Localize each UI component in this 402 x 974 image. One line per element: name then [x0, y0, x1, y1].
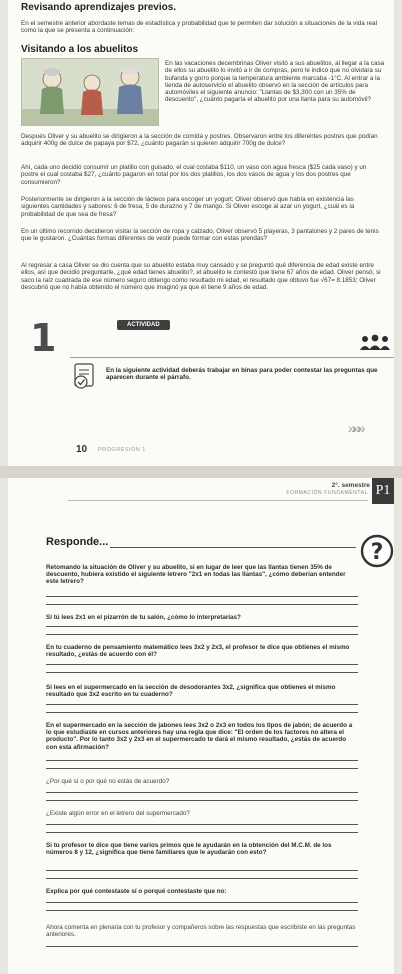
question-4: Si lees en el supermercado en la sección de desodorantes 3x2, ¿significa que obtienes el mismo resultado que 3x2 escrito en tu cuaderno?	[46, 684, 336, 699]
question-3: En tu cuaderno de pensamiento matemático lees 3x2 y 2x3, el profesor te dice que obtienes el mismo resultado, ¿estás de acuerdo con él?	[46, 644, 350, 659]
answer-line[interactable]	[46, 910, 358, 911]
activity-instructions: En la siguiente actividad deberás trabajar en binas para poder contestar las preguntas que aparecen durante el párrafo.	[106, 367, 378, 382]
section-heading: Revisando aprendizajes previos.	[21, 2, 177, 13]
story-paragraph-1: En las vacaciones decembrinas Oliver visitó a sus abuelitos, al llegar a la casa de ellos su abuelito lo invitó a ir de compras, pero le indicó que no olvidara su bufanda y gorro porque la temperatura ambiente marcaba -1°C. Al entrar a la tienda de autoservicio el abuelito observó en la sección de artículos para automóviles el siguiente anuncio: "Llantas de $3,300 con un 35% de descuento", ¿cuánto pagaría el abuelito por una llanta para su automóvil?	[165, 60, 385, 104]
page-gap	[0, 466, 402, 478]
formation-label: FORMACIÓN FUNDAMENTAL	[286, 490, 368, 496]
answer-line[interactable]	[46, 832, 358, 833]
question-mark-icon	[360, 534, 394, 568]
question-1: Retomando la situación de Oliver y su abuelito, si en lugar de leer que las llantas tienen 35% de descuento, hubiera existido el siguiente letrero "2x1 en todas las llantas", ¿cómo deberían entender este letrero?	[46, 564, 346, 586]
answer-line[interactable]	[46, 902, 358, 903]
question-7: ¿Existe algún error en el letrero del supermercado?	[46, 810, 190, 817]
answer-line[interactable]	[46, 626, 358, 627]
grandparents-illustration-art	[22, 59, 159, 126]
answer-line[interactable]	[46, 768, 358, 769]
grandparents-illustration	[21, 58, 159, 126]
answer-line[interactable]	[46, 704, 358, 705]
answer-line[interactable]	[46, 596, 358, 597]
question-6: ¿Por qué sí o por qué no estás de acuerdo?	[46, 778, 170, 785]
intro-paragraph: En el semestre anterior abordaste temas de estadística y probabilidad que te permiten dar solución a situaciones de la vida real como la que se presenta a continuación:	[21, 20, 377, 35]
answer-line[interactable]	[46, 634, 358, 635]
story-paragraph-4: Posteriormente se dirigieron a la sección de lácteos para escoger un yogurt; Oliver observó que había en existencia las siguientes cantidades y sabores: 6 de fresa, 5 de durazno y 7 de mango. Si Oliver escoge al azar un yogurt, ¿cuál es la probabilidad de que sea de fresa?	[21, 196, 355, 218]
story-paragraph-2: Después Oliver y su abuelito se dirigieron a la sección de comida y postres. Observaron entre los diferentes postres que podían adquirir 400g de dulce de papaya por $72, ¿cuánto pagarán si quieren adquirir 700g de dulce?	[21, 133, 378, 148]
page-label: PROGRESIÓN 1	[98, 447, 146, 453]
semester-label: 2°. semestre	[331, 482, 370, 489]
checklist-icon	[70, 362, 100, 390]
page-11	[8, 478, 394, 974]
page-number: 10	[76, 444, 88, 455]
question-9: Explica por qué contestaste sí o porqué contestaste que no:	[46, 888, 227, 895]
answer-line[interactable]	[46, 946, 358, 947]
answer-line[interactable]	[46, 792, 358, 793]
answer-line[interactable]	[46, 800, 358, 801]
answer-line[interactable]	[46, 712, 358, 713]
team-icon	[358, 334, 392, 350]
question-8: Si tu profesor te dice que tiene varios primos que le ayudarán en la obtención del M.C.M. de los números 8 y 12, ¿significa que tiene familiares que le ayudarán con esto?	[46, 842, 332, 857]
answer-line[interactable]	[46, 604, 358, 605]
answer-line[interactable]	[46, 672, 358, 673]
answer-line[interactable]	[46, 824, 358, 825]
progression-badge: P1	[372, 478, 394, 504]
closing-instruction: Ahora comenta en plenaria con tu profesor y compañeros sobre las respuestas que escribiste en las preguntas anteriores.	[46, 924, 356, 939]
next-arrows-icon: »»»	[348, 420, 363, 436]
answer-line[interactable]	[46, 664, 358, 665]
responde-rule	[110, 547, 356, 548]
story-paragraph-5: En un último recorrido decidieron visitar la sección de ropa y calzado, Oliver observó 5 playeras, 3 pantalones y 2 pares de tenis que le gustaron. ¿Cuántas formas diferentes de vestir puede formar con estas prendas?	[21, 228, 379, 243]
page-10	[8, 0, 394, 466]
story-paragraph-6: Al regresar a casa Oliver se dio cuenta que su abuelito estaba muy cansado y se preguntó qué diferencia de edad existe entre ellos, así que decidió preguntarle, ¿qué edad tienes abuelito?, el abuelito le contestó que tiene 67 años de edad. Oliver pensó, si saco la raíz cuadrada de ese número seguro obtengo como resultado mi edad, el resultado que obtuvo fue √67= 8.1853; Oliver descubrió que no había obtenido el número que imaginó ya que él tiene 9 años de edad.	[21, 262, 381, 291]
svg-text:?: ?	[370, 540, 384, 565]
activity-badge: ACTIVIDAD	[117, 320, 170, 330]
activity-number: 1	[30, 316, 57, 360]
header-rule	[68, 500, 368, 501]
question-2: Si tú lees 2x1 en el pizarrón de tu salón, ¿cómo lo interpretarías?	[46, 614, 241, 621]
story-paragraph-3: Ahí, cada uno decidió consumir un platillo con guisado, el cual costaba $110, un vaso con agua fresca ($25 cada vaso) y un postre el cual costaba $27, ¿cuánto pagaron en total por los dos platillos, los dos vasos de agua y los dos postres que consumieron?	[21, 164, 367, 186]
answer-line[interactable]	[46, 760, 358, 761]
answer-line[interactable]	[46, 878, 358, 879]
answer-line[interactable]	[46, 870, 358, 871]
responde-heading: Responde...	[46, 536, 109, 548]
activity-divider	[70, 357, 394, 358]
story-title: Visitando a los abuelitos	[21, 44, 139, 55]
question-5: En el supermercado en la sección de jabones lees 3x2 o 2x3 en todos los tipos de jabón; de acuerdo a lo que estudiaste en cursos anteriores hay una regla que dice: "El orden de los factores no altera el producto". Por lo tanto 3x2 y 2x3 en el supermercado te dará el mismo resultado, ¿estás de acuerdo con esta afirmación?	[46, 722, 353, 751]
